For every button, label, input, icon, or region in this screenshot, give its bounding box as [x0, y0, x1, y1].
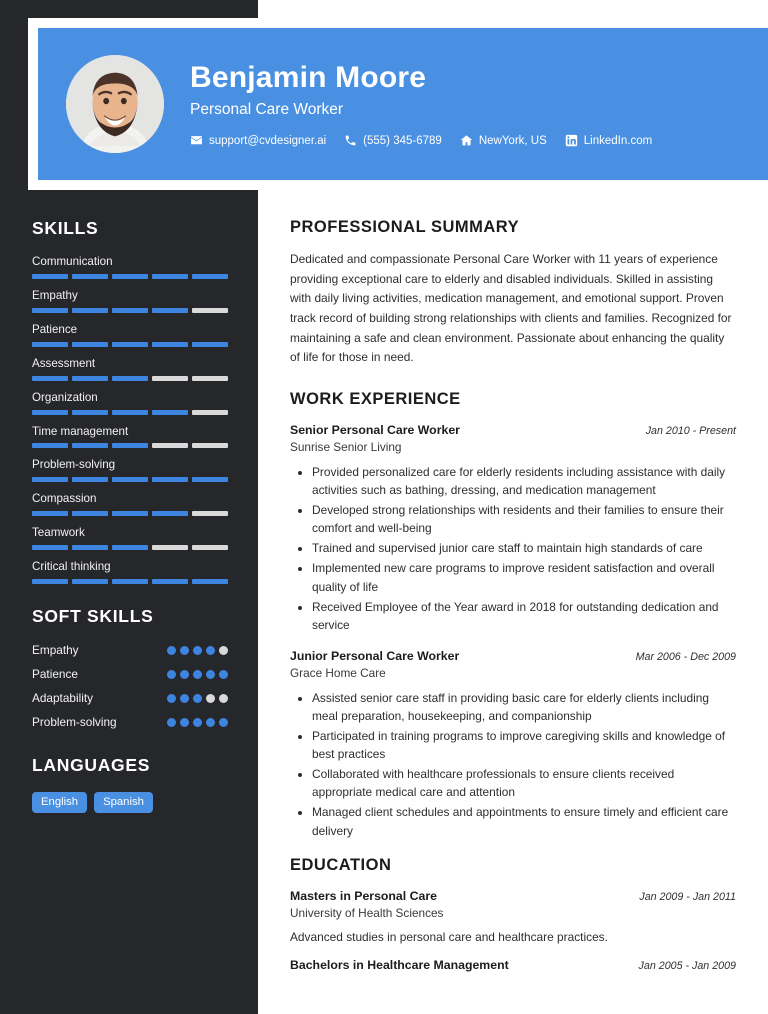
rating-dot: [206, 646, 215, 655]
rating-dot: [193, 646, 202, 655]
contact-list: [190, 134, 652, 147]
skill-level-segment: [72, 410, 108, 415]
skill-level-meter: [32, 376, 228, 381]
skill-level-segment: [32, 579, 68, 584]
header-text-block: [190, 61, 652, 148]
skill-level-segment: [32, 443, 68, 448]
experience-bullet: • Managed client schedules and appointments to ensure timely and efficient care delivery: [312, 803, 736, 839]
rating-dot: [193, 718, 202, 727]
rating-dot: [167, 718, 176, 727]
skill-level-meter: [32, 579, 228, 584]
rating-dot: [180, 694, 189, 703]
candidate-role: Personal Care Worker: [190, 100, 344, 118]
skill-row: [32, 526, 228, 550]
experience-date-range: Jan 2010 - Present: [645, 424, 736, 437]
education-degree: Masters in Personal Care: [290, 888, 437, 903]
experience-job-title: Junior Personal Care Worker: [290, 648, 460, 663]
skill-row: [32, 425, 228, 449]
skill-level-segment: [192, 477, 228, 482]
skill-row: [32, 255, 228, 279]
rating-dot: [180, 718, 189, 727]
skill-level-segment: [32, 410, 68, 415]
summary-heading: PROFESSIONAL SUMMARY: [290, 218, 520, 236]
skill-row: [32, 492, 228, 516]
main-content: [258, 190, 768, 1014]
skill-label: Communication: [32, 255, 113, 268]
skill-label: Compassion: [32, 492, 97, 506]
experience-bullet: • Participated in training programs to improve caregiving skills and knowledge of best practices: [312, 727, 736, 763]
contact-phone[interactable]: [344, 134, 442, 147]
resume-header: [28, 18, 768, 190]
soft-skills-heading: SOFT SKILLS: [32, 606, 154, 627]
skill-level-segment: [72, 376, 108, 381]
skill-level-segment: [192, 342, 228, 347]
education-entry-header: [290, 957, 736, 974]
experience-bullet: • Received Employee of the Year award in 2018 for outstanding dedication and service: [312, 598, 736, 634]
contact-email-text: support@cvdesigner.ai: [209, 134, 327, 147]
home-icon: [460, 134, 473, 147]
skill-level-segment: [192, 376, 228, 381]
skill-level-segment: [112, 579, 148, 584]
skill-level-segment: [32, 511, 68, 516]
experience-bullet-list: [290, 689, 736, 840]
contact-linkedin-text: LinkedIn.com: [583, 134, 653, 147]
skill-level-segment: [72, 511, 108, 516]
candidate-name: Benjamin Moore: [190, 60, 427, 94]
experience-entry: [290, 422, 736, 634]
skill-level-segment: [32, 376, 68, 381]
experience-organization: Sunrise Senior Living: [290, 440, 402, 455]
phone-icon: [344, 134, 357, 147]
skill-level-meter: [32, 511, 228, 516]
soft-skill-label: Problem-solving: [32, 715, 117, 730]
experience-bullet: • Implemented new care programs to improve resident satisfaction and overall quality of life: [312, 559, 736, 595]
avatar-photo-icon: [66, 55, 164, 153]
skill-label: Problem-solving: [32, 458, 116, 472]
experience-heading: WORK EXPERIENCE: [290, 389, 461, 408]
skill-level-segment: [112, 410, 148, 415]
skill-level-segment: [112, 342, 148, 347]
contact-location-text: NewYork, US: [478, 134, 547, 147]
experience-entry-header: [290, 648, 736, 665]
soft-skills-list: [32, 643, 228, 729]
experience-entry-header: [290, 422, 736, 439]
experience-bullet: • Collaborated with healthcare professionals to ensure clients received appropriate medical care and attention: [312, 765, 736, 801]
skills-list: [32, 255, 228, 584]
skill-level-segment: [152, 443, 188, 448]
language-pill[interactable]: Spanish: [94, 792, 153, 813]
skill-level-segment: [72, 477, 108, 482]
avatar: [66, 55, 164, 153]
skill-label: Critical thinking: [32, 560, 111, 574]
summary-text: Dedicated and compassionate Personal Care Worker with 11 years of experience providing exceptional care to elderly and disabled individuals. Skilled in assisting with daily living activities, medication management, and emotional support. Proven track record of building strong relationships with clients and families. Recognized for maintaining a safe and clean environment. Passionate about enhancing the quality of life for those in need.: [290, 252, 732, 365]
linkedin-icon: [565, 134, 578, 147]
experience-bullet-list: [290, 463, 736, 634]
education-entry: [290, 957, 736, 974]
education-description: Advanced studies in personal care and healthcare practices.: [290, 929, 608, 944]
education-entry: [290, 888, 736, 947]
skill-level-segment: [72, 342, 108, 347]
skill-level-meter: [32, 443, 228, 448]
languages-list: [32, 792, 228, 813]
skill-label: Empathy: [32, 288, 78, 302]
language-pill[interactable]: English: [32, 792, 87, 813]
skill-row: [32, 357, 228, 381]
rating-dot: [219, 718, 228, 727]
skill-label: Organization: [32, 390, 98, 404]
skill-level-segment: [152, 308, 188, 313]
contact-phone-text: (555) 345-6789: [363, 134, 442, 147]
contact-location: [460, 134, 547, 147]
skill-level-segment: [152, 579, 188, 584]
languages-heading: LANGUAGES: [32, 755, 151, 776]
rating-dot: [193, 694, 202, 703]
skill-level-segment: [32, 545, 68, 550]
languages-section: [32, 755, 228, 813]
soft-skill-rating: [167, 646, 228, 655]
skill-level-meter: [32, 308, 228, 313]
skill-level-meter: [32, 545, 228, 550]
skills-heading: SKILLS: [32, 218, 99, 238]
skill-level-meter: [32, 477, 228, 482]
skill-level-segment: [192, 410, 228, 415]
contact-email[interactable]: [190, 134, 326, 147]
skill-level-segment: [152, 274, 188, 279]
skill-level-segment: [152, 342, 188, 347]
experience-bullet: • Assisted senior care staff in providing basic care for elderly clients including meal preparation, housekeeping, and companionship: [312, 689, 736, 725]
skill-level-segment: [112, 274, 148, 279]
rating-dot: [167, 694, 176, 703]
rating-dot: [193, 670, 202, 679]
skill-level-segment: [192, 511, 228, 516]
skill-level-segment: [72, 579, 108, 584]
soft-skill-rating: [167, 670, 228, 679]
soft-skill-row: [32, 667, 228, 681]
rating-dot: [219, 646, 228, 655]
skill-level-segment: [192, 274, 228, 279]
skill-level-segment: [112, 511, 148, 516]
sidebar: [0, 190, 258, 813]
rating-dot: [180, 646, 189, 655]
soft-skill-label: Adaptability: [32, 691, 93, 706]
skill-row: [32, 391, 228, 415]
education-heading: EDUCATION: [290, 855, 392, 874]
experience-entry: [290, 648, 736, 840]
soft-skill-label: Patience: [32, 667, 78, 682]
skill-row: [32, 289, 228, 313]
skill-row: [32, 458, 228, 482]
soft-skill-row: [32, 643, 228, 657]
skill-level-segment: [192, 308, 228, 313]
education-date-range: Jan 2009 - Jan 2011: [639, 890, 736, 903]
email-icon: [190, 134, 203, 147]
skill-level-meter: [32, 342, 228, 347]
experience-organization: Grace Home Care: [290, 666, 386, 681]
rating-dot: [219, 694, 228, 703]
skill-level-segment: [152, 545, 188, 550]
header-blue-band: [38, 28, 768, 180]
skill-level-segment: [72, 308, 108, 313]
rating-dot: [206, 670, 215, 679]
experience-bullet: • Developed strong relationships with residents and their families to ensure their comfort and well-being: [312, 501, 736, 537]
skill-level-segment: [72, 545, 108, 550]
rating-dot: [167, 646, 176, 655]
skill-level-segment: [152, 410, 188, 415]
skill-level-segment: [72, 274, 108, 279]
rating-dot: [219, 670, 228, 679]
education-list: [290, 888, 736, 974]
soft-skill-label: Empathy: [32, 643, 79, 658]
skill-level-segment: [152, 376, 188, 381]
experience-bullet: • Trained and supervised junior care staff to maintain high standards of care: [312, 539, 736, 557]
soft-skills-section: [32, 606, 228, 729]
skill-level-segment: [112, 477, 148, 482]
skill-level-segment: [152, 511, 188, 516]
skill-level-segment: [112, 545, 148, 550]
skill-level-meter: [32, 410, 228, 415]
skill-level-segment: [32, 477, 68, 482]
skill-level-segment: [32, 308, 68, 313]
soft-skill-rating: [167, 718, 228, 727]
skill-level-segment: [32, 274, 68, 279]
skill-level-segment: [32, 342, 68, 347]
contact-linkedin[interactable]: [565, 134, 652, 147]
soft-skill-row: [32, 715, 228, 729]
skill-level-segment: [192, 443, 228, 448]
skill-level-segment: [112, 376, 148, 381]
skill-level-segment: [72, 443, 108, 448]
experience-bullet: • Provided personalized care for elderly residents including assistance with daily activities such as bathing, dressing, and medication management: [312, 463, 736, 499]
skill-level-segment: [112, 308, 148, 313]
skill-level-segment: [192, 545, 228, 550]
soft-skill-row: [32, 691, 228, 705]
rating-dot: [167, 670, 176, 679]
experience-list: [290, 422, 736, 840]
rating-dot: [206, 694, 215, 703]
skill-level-segment: [112, 443, 148, 448]
education-date-range: Jan 2005 - Jan 2009: [638, 959, 736, 972]
skill-row: [32, 323, 228, 347]
education-degree: Bachelors in Healthcare Management: [290, 957, 509, 972]
skill-label: Teamwork: [32, 526, 85, 540]
skill-level-segment: [152, 477, 188, 482]
skill-label: Assessment: [32, 356, 96, 370]
education-institution: University of Health Sciences: [290, 906, 444, 921]
experience-date-range: Mar 2006 - Dec 2009: [635, 650, 736, 663]
skill-row: [32, 560, 228, 584]
skill-level-meter: [32, 274, 228, 279]
skill-label: Patience: [32, 322, 78, 336]
soft-skill-rating: [167, 694, 228, 703]
skill-label: Time management: [32, 424, 129, 438]
experience-job-title: Senior Personal Care Worker: [290, 422, 460, 437]
rating-dot: [206, 718, 215, 727]
skill-level-segment: [192, 579, 228, 584]
rating-dot: [180, 670, 189, 679]
education-entry-header: [290, 888, 736, 905]
